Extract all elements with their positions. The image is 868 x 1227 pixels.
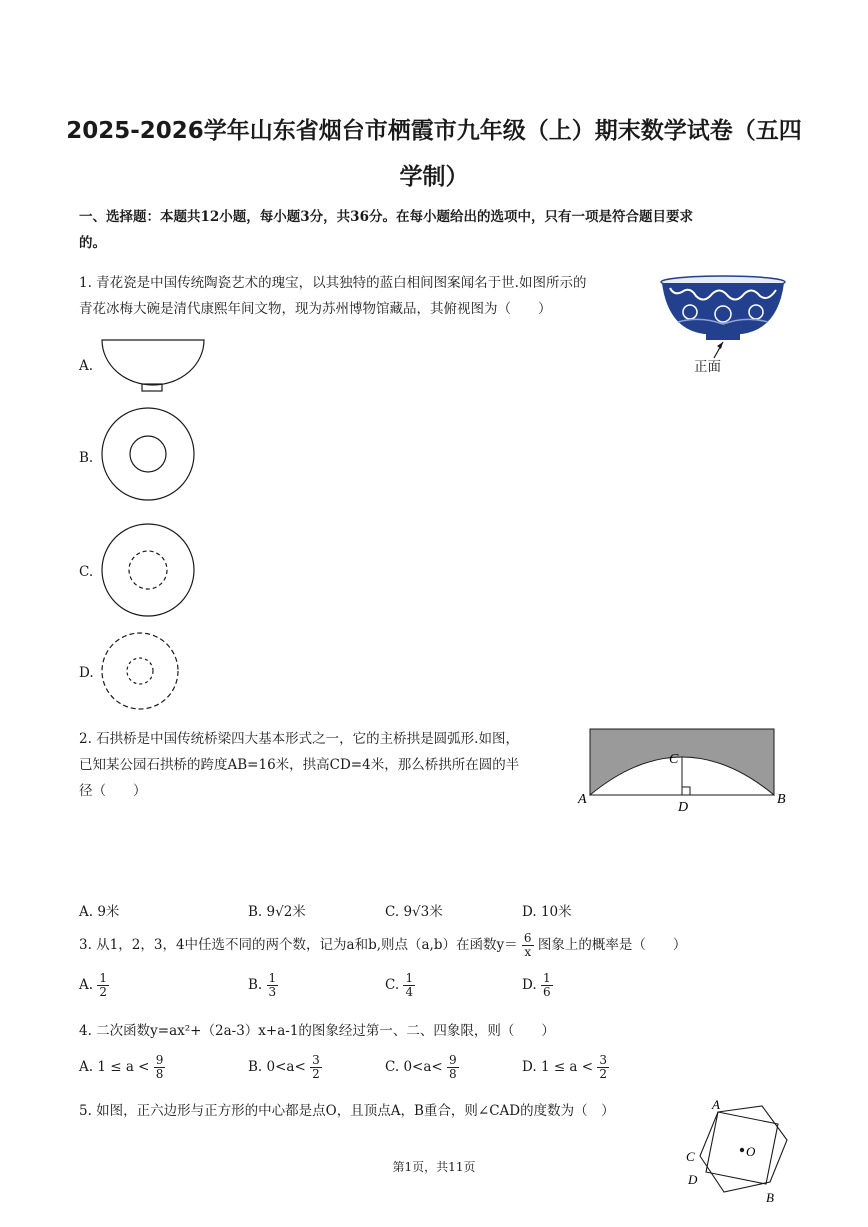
q1-line2: 青花冰梅大碗是清代康熙年间文物，现为苏州博物馆藏品，其俯视图为（ ） <box>79 301 552 317</box>
q3-option-c-num: 1 <box>405 971 414 985</box>
q3-frac-den: x <box>524 945 532 959</box>
q2-line2: 已知某公园石拱桥的跨度AB=16米，拱高CD=4米，那么桥拱所在圆的半 <box>79 757 520 773</box>
porcelain-bowl-image <box>660 274 788 374</box>
q3-option-a-label: A. <box>79 977 94 993</box>
q2-line3: 径（ ） <box>79 783 147 799</box>
section-heading-line2: 的。 <box>79 235 106 251</box>
arch-bridge-figure <box>576 725 794 817</box>
question-4-text: 4. 二次函数y=ax²+（2a-3）x+a-1的图象经过第一、二、四象限，则（ ） <box>79 1023 555 1039</box>
q2-option-c-label: C. <box>385 904 400 920</box>
q3-option-b-num: 1 <box>268 971 277 985</box>
bowl-caption: 正面 <box>694 359 721 375</box>
q3-option-b-label: B. <box>248 977 263 993</box>
section-heading <box>79 204 799 256</box>
q4-option-b[interactable] <box>248 1054 322 1081</box>
page-title-line1: 2025-2026学年山东省烟台市栖霞市九年级（上）期末数学试卷（五四 <box>66 118 802 144</box>
q4-option-b-num: 3 <box>312 1053 320 1067</box>
q1-option-a-figure <box>100 338 206 396</box>
q2-line1: 2. 石拱桥是中国传统桥梁四大基本形式之一，它的主桥拱是圆弧形.如图， <box>79 731 519 747</box>
q1-option-d-figure <box>100 630 182 712</box>
figure-label-d: D <box>688 1172 698 1187</box>
q3-frac-num: 6 <box>523 931 532 945</box>
figure-label-a: A <box>712 1097 720 1112</box>
q4-option-d-den: 2 <box>599 1067 608 1081</box>
q4-option-a-den: 8 <box>155 1067 164 1081</box>
q4-option-a-num: 9 <box>155 1053 164 1067</box>
hexagon-square-figure <box>682 1098 794 1210</box>
q4-option-b-label: B. <box>248 1059 263 1075</box>
q2-option-a-label: A. <box>79 904 94 920</box>
q3-option-b-den: 3 <box>268 985 277 999</box>
q4-option-b-den: 2 <box>312 1067 320 1081</box>
q3-option-d[interactable] <box>522 972 553 999</box>
q1-option-c-figure <box>100 522 196 618</box>
q4-option-b-pre: 0<a< <box>266 1059 306 1075</box>
q1-option-b-label[interactable]: B. <box>79 450 94 466</box>
q2-option-c[interactable] <box>385 900 443 920</box>
q3-text-before: 3. 从1，2，3，4中任选不同的两个数，记为a和b,则点（a,b）在函数y＝ <box>79 937 518 953</box>
q3-option-d-num: 1 <box>542 971 551 985</box>
q3-option-b[interactable] <box>248 972 278 999</box>
question-2-text <box>79 726 579 804</box>
q1-option-a-label[interactable]: A. <box>79 358 94 374</box>
bridge-label-a: A <box>578 792 587 807</box>
q3-option-a-num: 1 <box>99 971 107 985</box>
q2-option-c-value: 9√3米 <box>403 904 443 920</box>
q2-option-d[interactable] <box>522 900 572 920</box>
q4-option-d-num: 3 <box>599 1053 608 1067</box>
bridge-label-d: D <box>678 800 689 815</box>
q2-option-b-label: B. <box>248 904 263 920</box>
section-heading-line1: 一、选择题：本题共12小题，每小题3分，共36分。在每小题给出的选项中，只有一项是符合题目要求 <box>79 209 693 225</box>
q3-option-d-den: 6 <box>542 985 551 999</box>
q2-option-b[interactable] <box>248 900 306 920</box>
q4-option-c-pre: 0<a< <box>403 1059 443 1075</box>
bridge-label-c: C <box>669 752 679 767</box>
q3-option-d-label: D. <box>522 977 537 993</box>
q3-option-c-den: 4 <box>405 985 414 999</box>
q1-option-d-label[interactable]: D. <box>79 665 94 681</box>
page-footer: 第1页，共11页 <box>392 1160 476 1174</box>
figure-label-c: C <box>686 1149 695 1164</box>
q4-option-c-num: 9 <box>449 1053 457 1067</box>
q4-option-a-pre: 1 ≤ a < <box>97 1059 150 1075</box>
q4-option-c-label: C. <box>385 1059 400 1075</box>
q3-option-c-label: C. <box>385 977 400 993</box>
q1-option-c-label[interactable]: C. <box>79 564 94 580</box>
q2-option-a-value: 9米 <box>97 904 120 920</box>
question-5-text: 5. 如图，正六边形与正方形的中心都是点O，且顶点A，B重合，则∠CAD的度数为（ ） <box>79 1103 615 1119</box>
bridge-label-b: B <box>777 792 786 807</box>
q3-text-after: 图象上的概率是（ ） <box>537 937 687 953</box>
q4-option-c[interactable] <box>385 1054 459 1081</box>
q1-option-b-figure <box>100 406 196 502</box>
q4-option-d-label: D. <box>522 1059 537 1075</box>
q2-option-d-value: 10米 <box>540 904 572 920</box>
q4-option-c-den: 8 <box>449 1067 457 1081</box>
question-3-text <box>79 932 779 959</box>
q3-fraction <box>522 932 534 959</box>
q2-option-b-value: 9√2米 <box>266 904 306 920</box>
q2-option-a[interactable] <box>79 900 119 920</box>
q4-option-d[interactable] <box>522 1054 609 1081</box>
figure-label-b: B <box>766 1190 774 1205</box>
q3-option-c[interactable] <box>385 972 415 999</box>
q4-option-a[interactable] <box>79 1054 165 1081</box>
figure-label-o: O <box>746 1144 756 1159</box>
q3-option-a-den: 2 <box>99 985 107 999</box>
page-title-line2: 学制） <box>399 164 469 190</box>
q2-option-d-label: D. <box>522 904 537 920</box>
q4-option-a-label: A. <box>79 1059 94 1075</box>
question-1-text <box>79 270 659 322</box>
q4-option-d-pre: 1 ≤ a < <box>540 1059 594 1075</box>
q1-line1: 1. 青花瓷是中国传统陶瓷艺术的瑰宝，以其独特的蓝白相间图案闻名于世.如图所示的 <box>79 275 587 291</box>
q3-option-a[interactable] <box>79 972 109 999</box>
